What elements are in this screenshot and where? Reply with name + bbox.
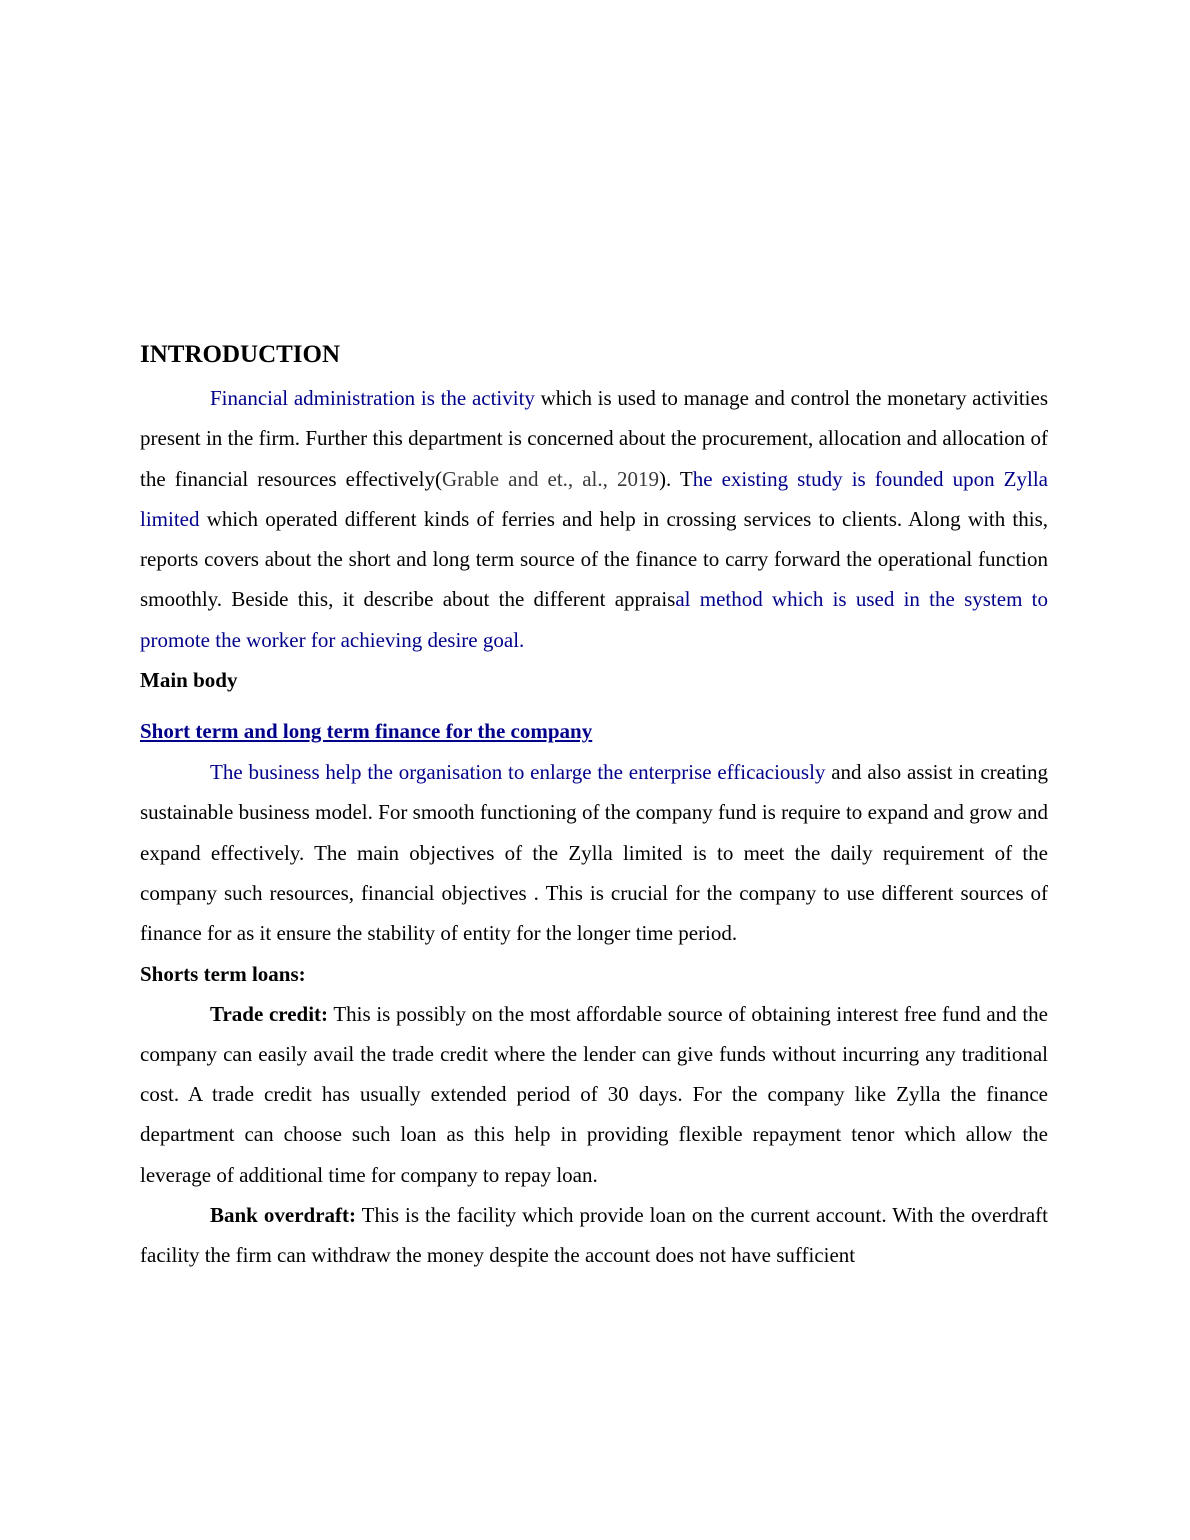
document-page bbox=[140, 338, 1048, 1276]
finance-text: and also assist in creating sustainable business model. For smooth functioning of the company fund is require to expand and grow and expand effectively. The main objectives of the Zylla limited is to meet the daily requirement of the company such resources, financial objectives . This is crucial for the company to use different sources of finance for as it ensure the stability of entity for the longer time period. bbox=[140, 760, 1048, 946]
intro-highlight-2: he existing study is founded upon Zylla limited bbox=[140, 466, 1048, 531]
intro-text-2: ). T bbox=[658, 466, 693, 491]
bank-overdraft-text: This is the facility which provide loan on the current account. With the overdraft facility the firm can withdraw the money despite the account does not have sufficient bbox=[140, 1203, 1048, 1268]
main-body-heading: Main body bbox=[140, 668, 238, 693]
intro-highlight-3: al method which is used in the system to promote the worker for achieving desire goal. bbox=[140, 587, 1048, 652]
finance-section-title: Short term and long term finance for the company bbox=[140, 719, 593, 744]
intro-highlight-1: Financial administration is the activity bbox=[210, 386, 535, 410]
introduction-paragraph bbox=[140, 378, 1048, 660]
bank-overdraft-paragraph bbox=[140, 1195, 1048, 1276]
short-term-loans-heading: Shorts term loans: bbox=[140, 961, 306, 986]
trade-credit-text: This is possibly on the most affordable source of obtaining interest free fund and the company can easily avail the trade credit where the lender can give funds without incurring any traditional cost. A trade credit has usually extended period of 30 days. For the company like Zylla the finance department can choose such loan as this help in providing flexible repayment tenor which allow the leverage of additional time for company to repay loan. bbox=[140, 1001, 1048, 1187]
intro-text-1: which is used to manage and control the monetary activities present in the firm. Further this department is concerned about the procurement, allocation and allocation of the financial resources effectively( bbox=[140, 386, 1048, 491]
bank-overdraft-label: Bank overdraft: bbox=[210, 1203, 357, 1228]
introduction-heading: INTRODUCTION bbox=[140, 341, 341, 368]
trade-credit-label: Trade credit: bbox=[210, 1001, 329, 1026]
finance-paragraph bbox=[140, 752, 1048, 953]
finance-highlight: The business help the organisation to enlarge the enterprise efficaciously bbox=[210, 760, 826, 785]
trade-credit-paragraph bbox=[140, 994, 1048, 1195]
intro-citation: Grable and et., al., 2019 bbox=[441, 466, 659, 491]
intro-text-3: which operated different kinds of ferries and help in crossing services to clients. Along with this, reports covers about the short and long term source of the finance to carry forward the operational function smoothly. Beside this, it describe about the different apprais bbox=[140, 506, 1048, 612]
